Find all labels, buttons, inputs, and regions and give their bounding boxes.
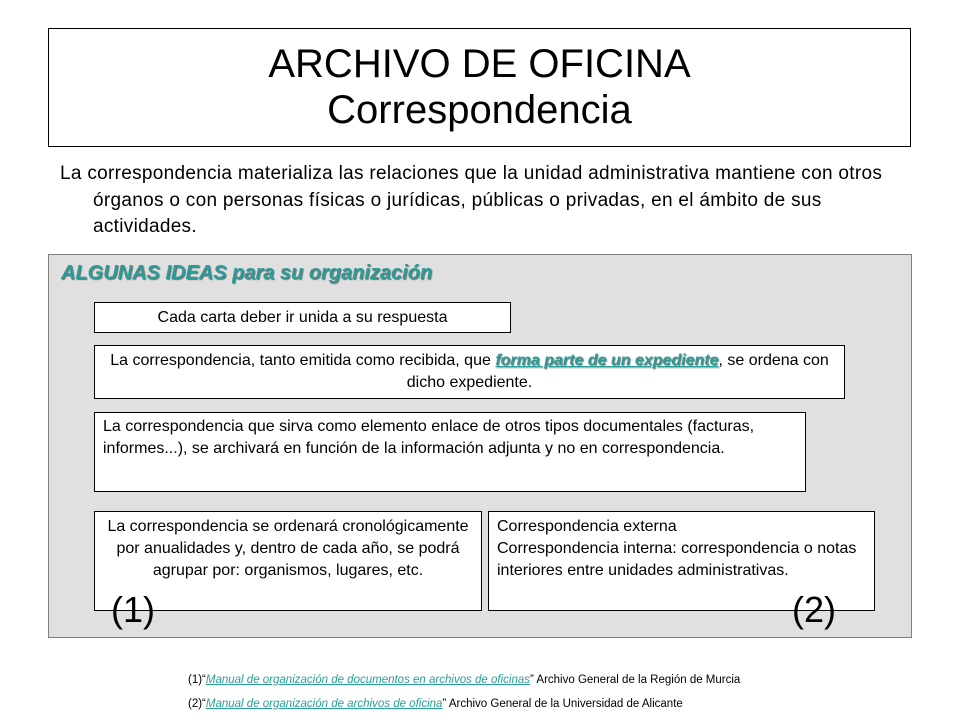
footnote-2-suffix: ” Archivo General de la Universidad de Alicante <box>442 698 683 710</box>
idea-box-2 <box>94 345 845 399</box>
footnote-1-link[interactable]: Manual de organización de documentos en archivos de oficinas <box>205 674 531 686</box>
idea-box-2-text-after: , se ordena con dicho expediente. <box>406 352 829 391</box>
idea-box-2-text-before: La correspondencia, tanto emitida como recibida, que <box>110 352 496 369</box>
footnote-marker-2: (2) <box>792 589 836 630</box>
expediente-link[interactable]: forma parte de un expediente <box>495 352 719 369</box>
page-subtitle: Correspondencia <box>327 88 632 132</box>
footnote-marker-1: (1) <box>111 589 155 630</box>
footnote-1 <box>188 673 740 687</box>
footnote-1-prefix: (1)“ <box>188 674 206 686</box>
title-box <box>48 28 911 147</box>
intro-paragraph: La correspondencia materializa las relaciones que la unidad administrativa mantiene con otros órganos o con personas físicas o jurídicas, públicas o privadas, en el ámbito de sus actividades. <box>60 163 883 237</box>
footnote-2-prefix: (2)“ <box>188 698 206 710</box>
panel-heading: ALGUNAS IDEAS para su organización <box>61 262 433 284</box>
idea-box-5-line2: Correspondencia interna: correspondencia o notas interiores entre unidades administrativas. <box>497 540 857 579</box>
idea-box-3 <box>94 412 806 492</box>
footnote-2-link[interactable]: Manual de organización de archivos de oficina <box>205 698 443 710</box>
idea-box-1 <box>94 302 511 333</box>
idea-box-5-line1: Correspondencia externa <box>497 518 677 535</box>
idea-box-4-text: La correspondencia se ordenará cronológicamente por anualidades y, dentro de cada año, se podrá agrupar por: organismos, lugares, etc. <box>107 518 469 579</box>
idea-box-3-text: La correspondencia que sirva como elemento enlace de otros tipos documentales (facturas, informes...), se archivará en función de la información adjunta y no en correspondencia. <box>103 418 755 457</box>
footnote-1-suffix: ” Archivo General de la Región de Murcia <box>530 674 741 686</box>
idea-box-1-text: Cada carta deber ir unida a su respuesta <box>157 309 448 326</box>
footnote-2 <box>188 697 683 711</box>
page-title: ARCHIVO DE OFICINA <box>268 42 691 86</box>
